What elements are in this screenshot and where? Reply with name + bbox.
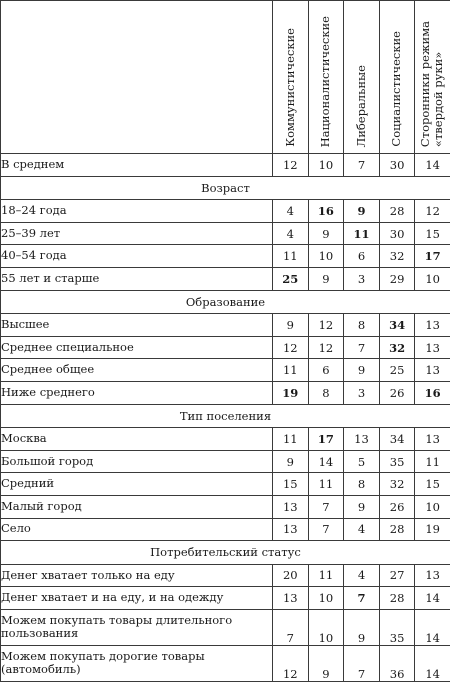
value-cell: 13 — [415, 564, 450, 587]
value-cell: 16 — [415, 381, 450, 404]
row-label: В среднем — [1, 154, 273, 177]
table-row — [1, 450, 450, 473]
value-cell: 9 — [344, 609, 380, 645]
value-cell: 9 — [344, 359, 380, 382]
value-cell: 10 — [308, 587, 344, 610]
value-cell: 12 — [273, 336, 309, 359]
value-cell: 13 — [415, 314, 450, 337]
header-row — [1, 1, 450, 154]
section-header-row — [1, 541, 450, 565]
value-cell: 32 — [379, 336, 415, 359]
row-label: 25–39 лет — [1, 222, 273, 245]
value-cell: 29 — [379, 267, 415, 290]
value-cell: 13 — [273, 518, 309, 541]
row-label: 18–24 года — [1, 200, 273, 223]
value-cell: 9 — [273, 450, 309, 473]
value-cell: 10 — [415, 267, 450, 290]
table-row — [1, 245, 450, 268]
column-header-text: Социалистические — [389, 31, 404, 147]
value-cell: 32 — [379, 473, 415, 496]
column-header — [344, 1, 380, 154]
row-label: Среднее общее — [1, 359, 273, 382]
value-cell: 4 — [273, 200, 309, 223]
section-header: Тип поселения — [1, 404, 450, 428]
value-cell: 17 — [308, 428, 344, 451]
section-header: Потребительский статус — [1, 541, 450, 565]
value-cell: 13 — [415, 336, 450, 359]
value-cell: 14 — [415, 609, 450, 645]
value-cell: 11 — [273, 428, 309, 451]
value-cell: 20 — [273, 564, 309, 587]
value-cell: 17 — [415, 245, 450, 268]
header-corner-cell — [1, 1, 273, 154]
value-cell: 30 — [379, 154, 415, 177]
value-cell: 12 — [273, 645, 309, 681]
column-header — [308, 1, 344, 154]
value-cell: 9 — [344, 495, 380, 518]
row-label: Денег хватает только на еду — [1, 564, 273, 587]
value-cell: 9 — [308, 267, 344, 290]
section-header-row — [1, 404, 450, 428]
row-label: Москва — [1, 428, 273, 451]
value-cell: 11 — [344, 222, 380, 245]
table-row — [1, 222, 450, 245]
value-cell: 36 — [379, 645, 415, 681]
value-cell: 28 — [379, 587, 415, 610]
table-row — [1, 336, 450, 359]
value-cell: 14 — [308, 450, 344, 473]
value-cell: 15 — [415, 222, 450, 245]
value-cell: 7 — [344, 587, 380, 610]
value-cell: 5 — [344, 450, 380, 473]
table-row — [1, 428, 450, 451]
column-header — [415, 1, 450, 154]
value-cell: 3 — [344, 381, 380, 404]
value-cell: 32 — [379, 245, 415, 268]
value-cell: 13 — [273, 587, 309, 610]
section-header-row — [1, 176, 450, 200]
value-cell: 10 — [308, 609, 344, 645]
value-cell: 7 — [308, 518, 344, 541]
row-label: Можем покупать дорогие товары (автомобиль) — [1, 645, 273, 681]
table-row — [1, 314, 450, 337]
column-header-text: Либеральные — [353, 64, 368, 147]
value-cell: 14 — [415, 645, 450, 681]
value-cell: 19 — [415, 518, 450, 541]
row-label: Средний — [1, 473, 273, 496]
value-cell: 16 — [308, 200, 344, 223]
table-row — [1, 587, 450, 610]
value-cell: 34 — [379, 428, 415, 451]
row-label: Ниже среднего — [1, 381, 273, 404]
table-body — [1, 154, 450, 682]
value-cell: 10 — [308, 245, 344, 268]
row-label: Денег хватает и на еду, и на одежду — [1, 587, 273, 610]
value-cell: 12 — [273, 154, 309, 177]
value-cell: 13 — [415, 428, 450, 451]
row-label: Малый город — [1, 495, 273, 518]
value-cell: 3 — [344, 267, 380, 290]
column-header-text: Коммунистические — [282, 28, 297, 147]
value-cell: 35 — [379, 450, 415, 473]
value-cell: 14 — [415, 587, 450, 610]
value-cell: 6 — [344, 245, 380, 268]
section-header-row — [1, 290, 450, 314]
value-cell: 9 — [344, 200, 380, 223]
value-cell: 8 — [308, 381, 344, 404]
table-row — [1, 495, 450, 518]
column-header — [379, 1, 415, 154]
table-row — [1, 381, 450, 404]
value-cell: 26 — [379, 381, 415, 404]
value-cell: 30 — [379, 222, 415, 245]
value-cell: 8 — [344, 314, 380, 337]
value-cell: 7 — [344, 154, 380, 177]
row-label: Можем покупать товары длительного пользования — [1, 609, 273, 645]
column-header — [273, 1, 309, 154]
value-cell: 11 — [308, 564, 344, 587]
value-cell: 13 — [344, 428, 380, 451]
value-cell: 12 — [308, 336, 344, 359]
value-cell: 27 — [379, 564, 415, 587]
value-cell: 7 — [344, 645, 380, 681]
table-row — [1, 564, 450, 587]
table-row — [1, 645, 450, 681]
value-cell: 7 — [344, 336, 380, 359]
value-cell: 28 — [379, 200, 415, 223]
value-cell: 14 — [415, 154, 450, 177]
row-label: Село — [1, 518, 273, 541]
value-cell: 12 — [415, 200, 450, 223]
table-row — [1, 200, 450, 223]
table-row — [1, 267, 450, 290]
value-cell: 15 — [273, 473, 309, 496]
value-cell: 19 — [273, 381, 309, 404]
value-cell: 25 — [273, 267, 309, 290]
value-cell: 26 — [379, 495, 415, 518]
value-cell: 4 — [344, 564, 380, 587]
value-cell: 34 — [379, 314, 415, 337]
value-cell: 10 — [415, 495, 450, 518]
value-cell: 7 — [308, 495, 344, 518]
row-label: 55 лет и старше — [1, 267, 273, 290]
value-cell: 12 — [308, 314, 344, 337]
table-row — [1, 609, 450, 645]
table-row — [1, 473, 450, 496]
table-row — [1, 359, 450, 382]
value-cell: 7 — [273, 609, 309, 645]
value-cell: 11 — [308, 473, 344, 496]
value-cell: 4 — [344, 518, 380, 541]
value-cell: 11 — [273, 359, 309, 382]
column-header-text: Националистические — [318, 15, 333, 147]
section-header: Возраст — [1, 176, 450, 200]
value-cell: 13 — [273, 495, 309, 518]
value-cell: 9 — [308, 222, 344, 245]
row-label: Большой город — [1, 450, 273, 473]
value-cell: 35 — [379, 609, 415, 645]
table-row — [1, 518, 450, 541]
value-cell: 10 — [308, 154, 344, 177]
value-cell: 15 — [415, 473, 450, 496]
row-label: Высшее — [1, 314, 273, 337]
row-label: Среднее специальное — [1, 336, 273, 359]
table-row — [1, 154, 450, 177]
value-cell: 28 — [379, 518, 415, 541]
column-header-text: Сторонники режима «твердой руки» — [418, 20, 446, 147]
value-cell: 6 — [308, 359, 344, 382]
value-cell: 25 — [379, 359, 415, 382]
value-cell: 9 — [273, 314, 309, 337]
value-cell: 11 — [415, 450, 450, 473]
value-cell: 13 — [415, 359, 450, 382]
row-label: 40–54 года — [1, 245, 273, 268]
value-cell: 8 — [344, 473, 380, 496]
section-header: Образование — [1, 290, 450, 314]
value-cell: 9 — [308, 645, 344, 681]
value-cell: 11 — [273, 245, 309, 268]
value-cell: 4 — [273, 222, 309, 245]
